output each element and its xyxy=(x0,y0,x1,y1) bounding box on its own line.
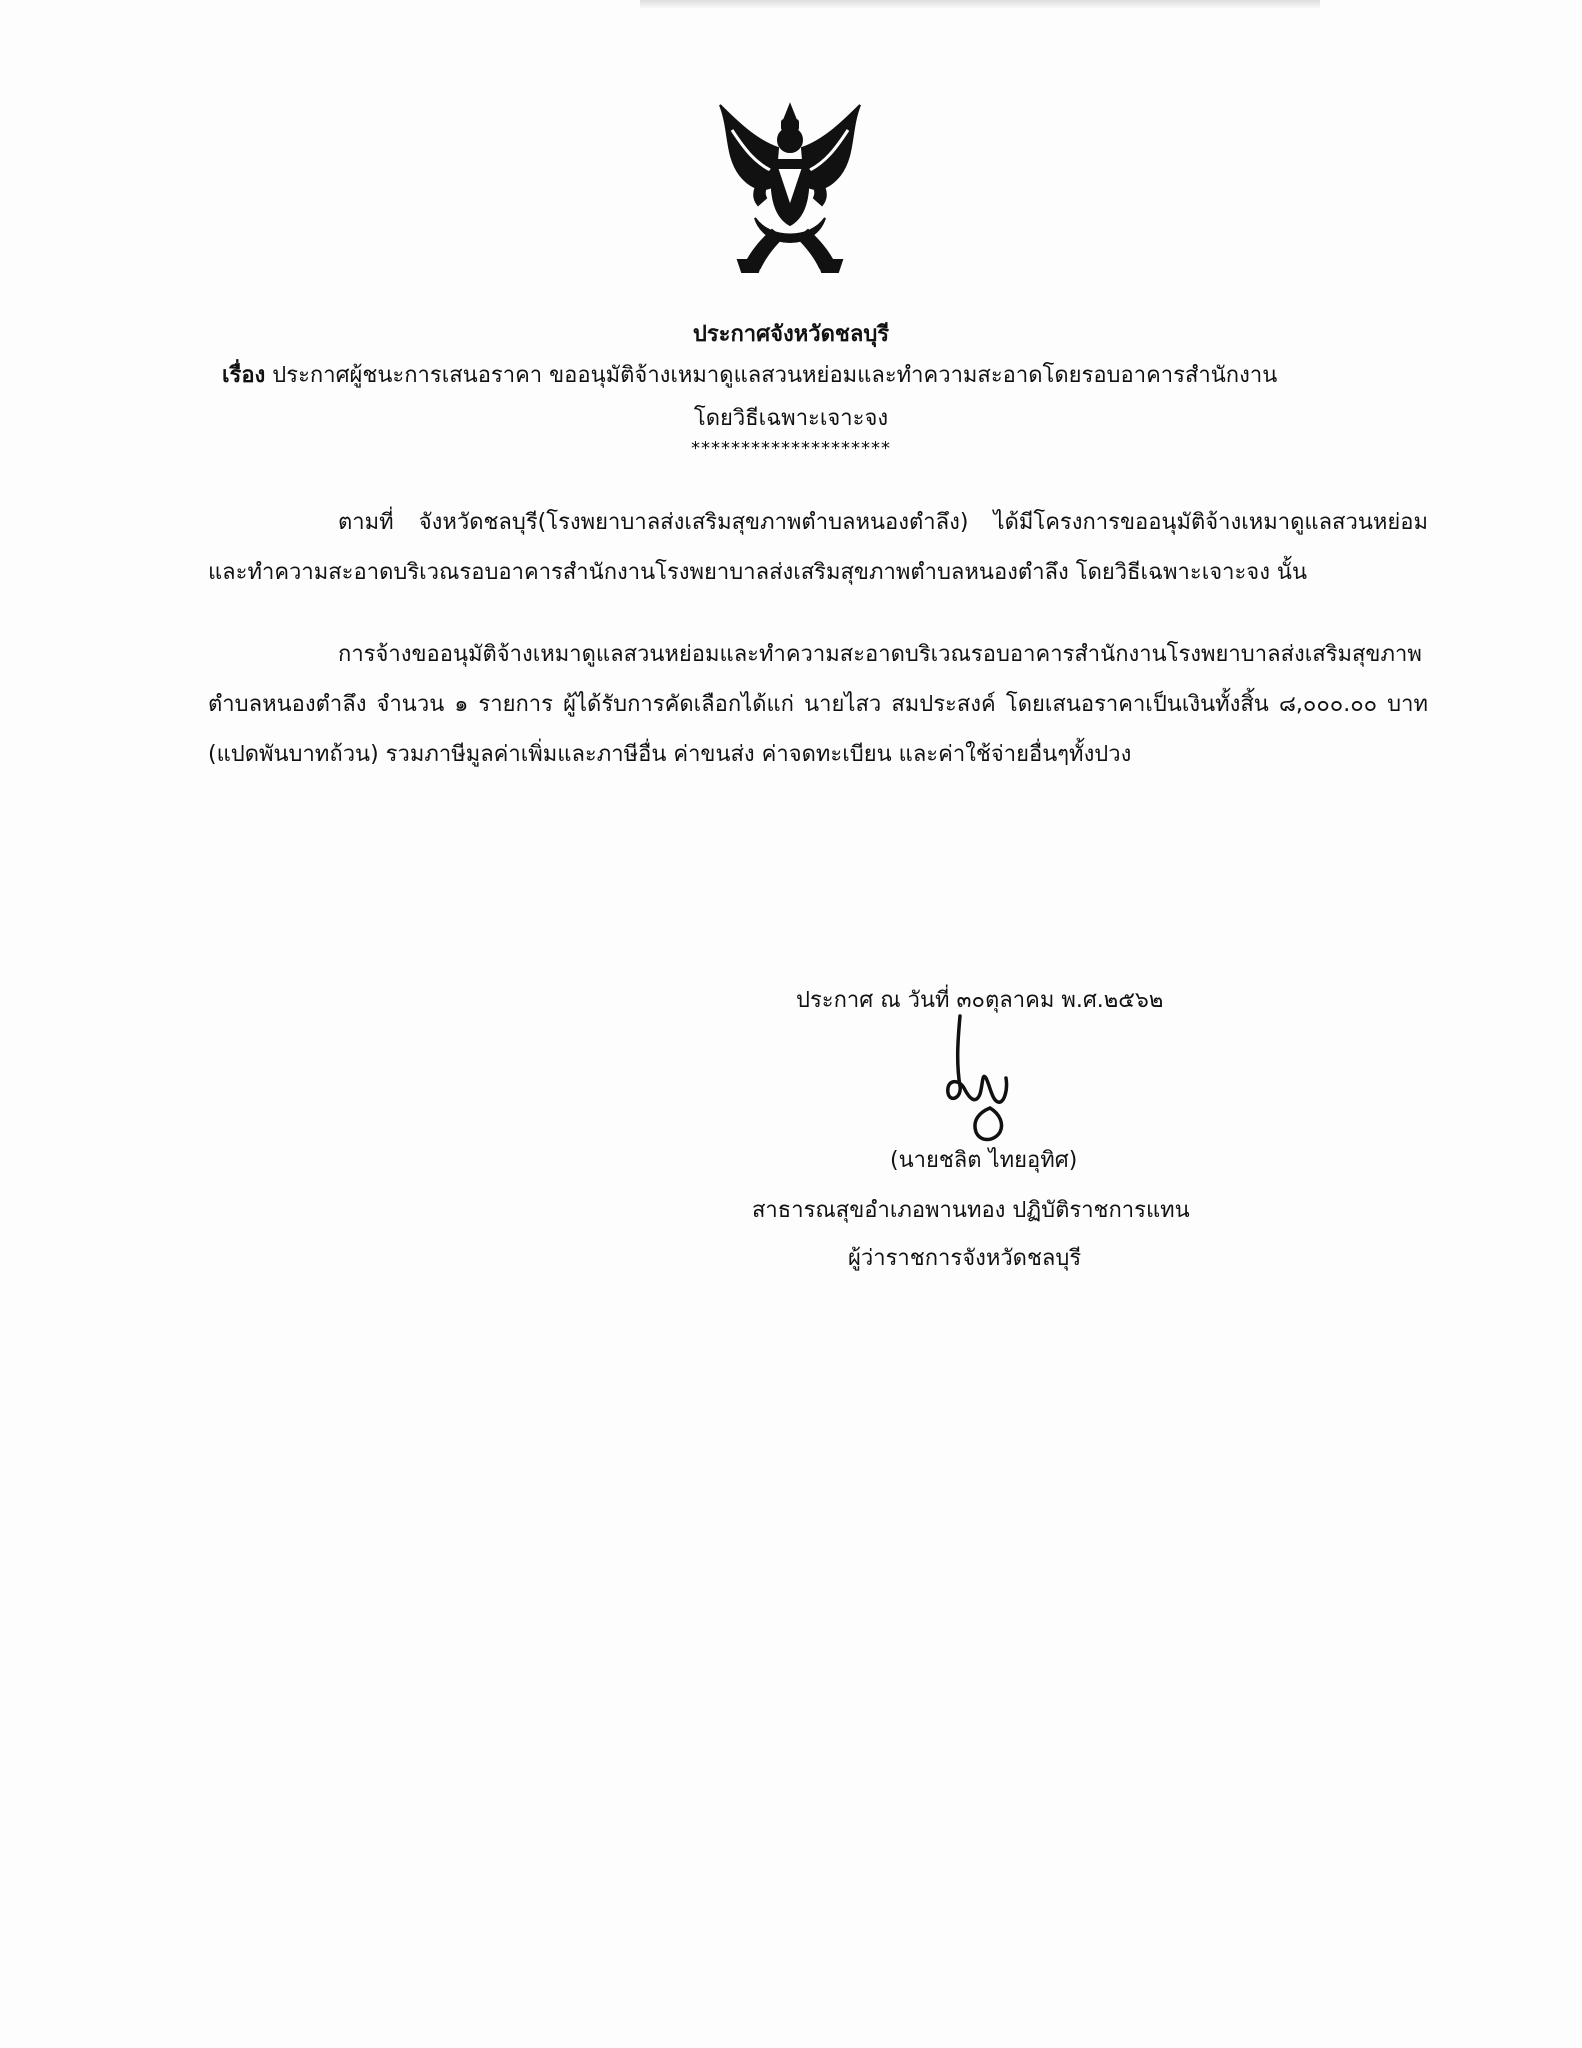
paragraph-1 xyxy=(208,498,1428,598)
separator: ******************** xyxy=(691,438,891,459)
paragraph-2-text: การจ้างขออนุมัติจ้างเหมาดูแลสวนหย่อมและทำความสะอาดบริเวณรอบอาคารสำนักงานโรงพยาบาลส่งเสริมสุขภาพตำบลหนองตำลึง จำนวน ๑ รายการ ผู้ได้รับการคัดเลือกได้แก่ นายไสว สมประสงค์ โดยเสนอราคาเป็นเงินทั้งสิ้น ๘,๐๐๐.๐๐ บาท (แปดพันบาทถ้วน) รวมภาษีมูลค่าเพิ่มและภาษีอื่น ค่าขนส่ง ค่าจดทะเบียน และค่าใช้จ่ายอื่นๆทั้งปวง xyxy=(208,642,1428,767)
signer-name: (นายชลิต ไทยอุทิศ) xyxy=(890,1148,1078,1173)
subject-label: เรื่อง xyxy=(222,363,266,388)
signature-icon xyxy=(920,1008,1030,1148)
subject-line xyxy=(222,356,1402,396)
paragraph-2 xyxy=(208,630,1428,780)
garuda-emblem-icon xyxy=(700,100,880,275)
paragraph-1-text: ตามที่ จังหวัดชลบุรี(โรงพยาบาลส่งเสริมสุขภาพตำบลหนองตำลึง) ได้มีโครงการขออนุมัติจ้างเหมาดูแลสวนหย่อมและทำความสะอาดบริเวณรอบอาคารสำนักงานโรงพยาบาลส่งเสริมสุขภาพตำบลหนองตำลึง โดยวิธีเฉพาะเจาะจง นั้น xyxy=(208,510,1428,585)
subject-text: ประกาศผู้ชนะการเสนอราคา ขออนุมัติจ้างเหมาดูแลสวนหย่อมและทำความสะอาดโดยรอบอาคารสำนักงาน xyxy=(272,363,1278,388)
subject-method: โดยวิธีเฉพาะเจาะจง xyxy=(693,406,889,431)
signer-position: สาธารณสุขอำเภอพานทอง ปฏิบัติราชการแทน xyxy=(752,1198,1190,1223)
announcement-date: ประกาศ ณ วันที่ ๓๐ตุลาคม พ.ศ.๒๕๖๒ xyxy=(796,988,1164,1013)
scan-artifact xyxy=(640,0,1320,8)
document-title: ประกาศจังหวัดชลบุรี xyxy=(692,322,890,347)
signer-authority: ผู้ว่าราชการจังหวัดชลบุรี xyxy=(848,1246,1082,1271)
